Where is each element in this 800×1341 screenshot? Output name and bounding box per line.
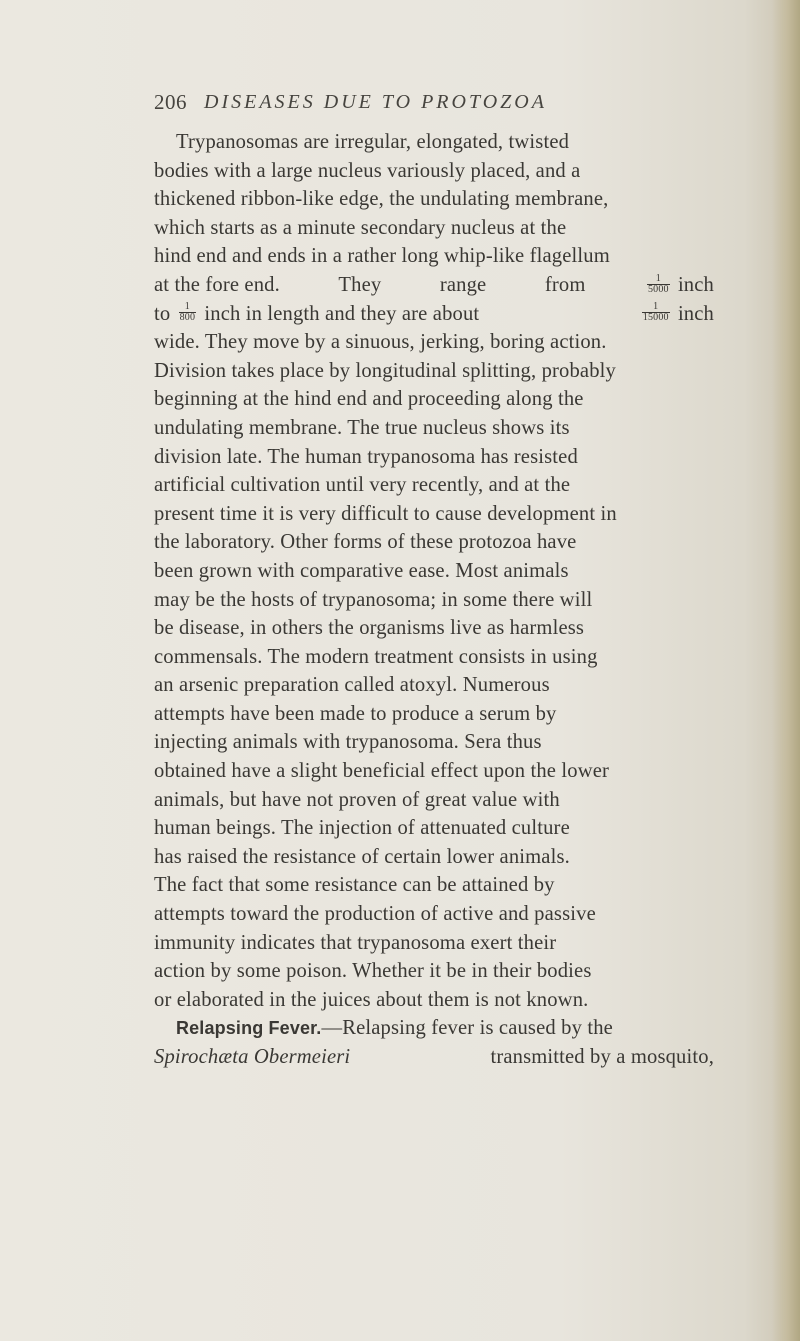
text-line: Spirochæta Obermeieri transmitted by a mosquito,	[154, 1043, 714, 1072]
text-line: Division takes place by longitudinal splitting, probably	[154, 359, 616, 382]
text-line: The fact that some resistance can be attained by	[154, 874, 555, 897]
text-line: bodies with a large nucleus variously placed, and a	[154, 159, 581, 182]
text-line: obtained have a slight beneficial effect upon the lower	[154, 760, 610, 783]
text-line: human beings. The injection of attenuated culture	[154, 817, 570, 840]
running-title: DISEASES DUE TO PROTOZOA	[204, 91, 547, 113]
fraction-one-eight-hundredth: $\frac{1}{800}$	[179, 301, 196, 324]
text-line: the laboratory. Other forms of these protozoa have	[154, 531, 577, 554]
text-line: been grown with comparative ease. Most animals	[154, 559, 569, 582]
text-line: present time it is very difficult to cause development in	[154, 502, 617, 525]
text-line: commensals. The modern treatment consists in using	[154, 645, 598, 668]
text-line: an arsenic preparation called atoxyl. Numerous	[154, 674, 550, 697]
text-line: animals, but have not proven of great value with	[154, 788, 560, 811]
fraction-one-fifteen-thousandth: $\frac{1}{15000}$	[642, 301, 669, 324]
text-line: hind end and ends in a rather long whip-like flagellum	[154, 245, 610, 268]
species-name: Spirochæta Obermeieri	[154, 1046, 351, 1068]
text-line: action by some poison. Whether it be in their bodies	[154, 960, 592, 983]
text-line: undulating membrane. The true nucleus shows its	[154, 416, 570, 439]
text-line: Trypanosomas are irregular, elongated, twisted	[176, 131, 570, 153]
text-line: be disease, in others the organisms live as harmless	[154, 617, 585, 640]
text-line: may be the hosts of trypanosoma; in some there will	[154, 588, 593, 611]
text-line: injecting animals with trypanosoma. Sera thus	[154, 731, 542, 754]
text-line: division late. The human trypanosoma has resisted	[154, 445, 578, 468]
text-line: artificial cultivation until very recently, and at the	[154, 474, 571, 497]
fraction-one-five-thousandth: $\frac{1}{5000}$	[648, 272, 669, 295]
text-line: or elaborated in the juices about them is not known.	[154, 988, 589, 1011]
text-line: wide. They move by a sinuous, jerking, boring action.	[154, 331, 607, 354]
text-line: has raised the resistance of certain lower animals.	[154, 845, 570, 868]
page-header	[154, 90, 714, 120]
page-number: 206	[154, 90, 187, 114]
text-line: thickened ribbon-like edge, the undulating membrane,	[154, 188, 609, 211]
body-text	[154, 128, 714, 1072]
text-line: which starts as a minute secondary nucleus at the	[154, 216, 567, 239]
text-line: attempts have been made to produce a serum by	[154, 702, 557, 725]
text-line: immunity indicates that trypanosoma exert their	[154, 931, 557, 954]
text-line: attempts toward the production of active and passive	[154, 903, 596, 926]
relapsing-fever-heading: Relapsing Fever.	[176, 1018, 322, 1039]
page-edge-shadow	[772, 0, 800, 1341]
section-heading-line: Relapsing Fever.—Relapsing fever is caused by the	[176, 1017, 613, 1040]
text-line: to $\frac{1}{800}$ inch in length and they are about $\frac{1}{15000}$ inch	[154, 301, 714, 325]
text-line: beginning at the hind end and proceeding along the	[154, 388, 584, 411]
text-line: at the fore end. They range from $\frac{1}{5000}$ inch	[154, 272, 714, 296]
